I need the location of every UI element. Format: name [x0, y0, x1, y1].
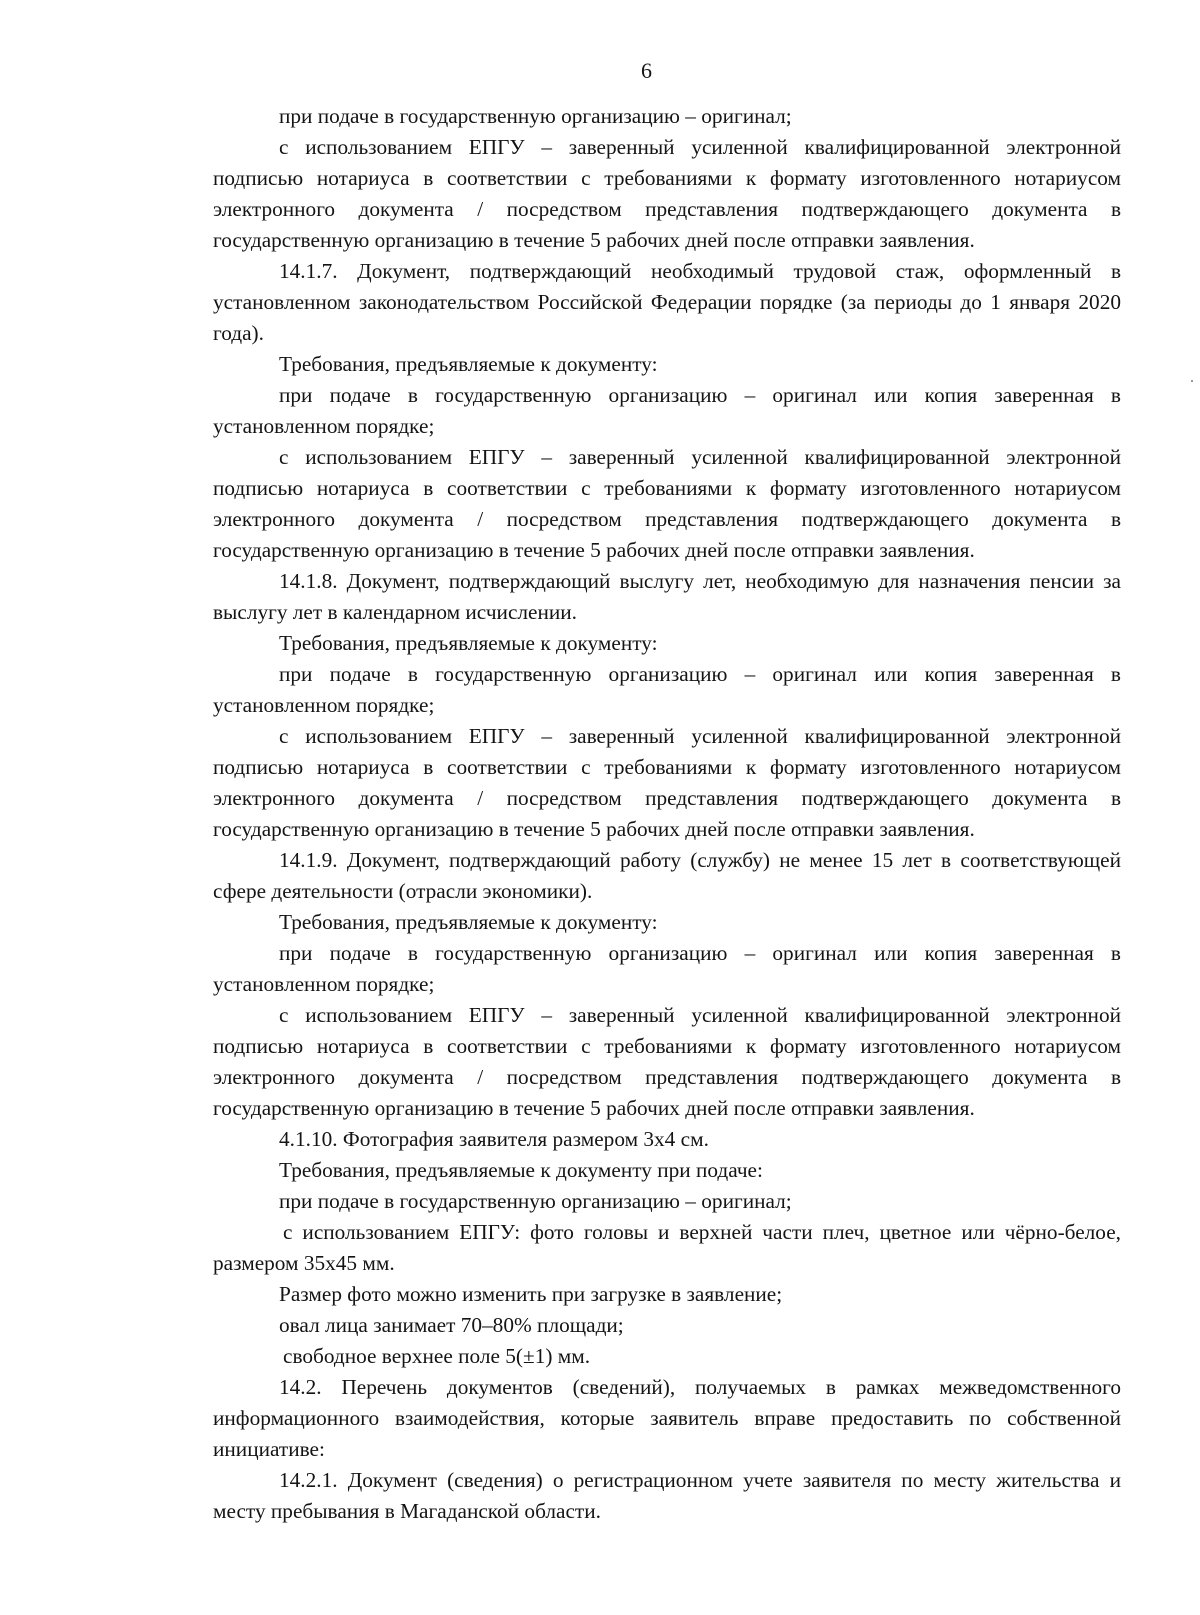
- paragraph-epgu-requirements: с использованием ЕПГУ – заверенный усиленной квалифицированной электронной подписью нотариуса в соответствии с требованиями к формату изготовленного нотариусом электронного документа / посредством представления подтверждающего документа в государственную организацию в течение 5 рабочих дней после отправки заявления.: [213, 445, 1121, 562]
- paragraph-14-1-8: 14.1.8. Документ, подтверждающий выслугу лет, необходимую для назначения пенсии за выслугу лет в календарном исчислении.: [213, 569, 1121, 624]
- paragraph-photo-requirements-heading: Требования, предъявляемые к документу при подаче:: [279, 1158, 763, 1182]
- page-number: 6: [641, 58, 652, 83]
- paragraph-photo-submission-original: при подаче в государственную организацию – оригинал;: [279, 1189, 792, 1213]
- paragraph-14-1-7: 14.1.7. Документ, подтверждающий необходимый трудовой стаж, оформленный в установленном законодательством Российской Федерации порядке (за периоды до 1 января 2020 года).: [213, 259, 1121, 345]
- paragraph-photo-epgu: с использованием ЕПГУ: фото головы и верхней части плеч, цветное или чёрно-белое, размером 35х45 мм.: [213, 1220, 1121, 1275]
- paragraph-photo-face-oval: овал лица занимает 70–80% площади;: [279, 1313, 624, 1337]
- scan-speck: [1191, 380, 1193, 382]
- paragraph-submission-original-or-copy: при подаче в государственную организацию – оригинал или копия заверенная в установленном порядке;: [213, 662, 1121, 717]
- paragraph-photo-resize: Размер фото можно изменить при загрузке в заявление;: [279, 1282, 783, 1306]
- paragraph-requirements-heading: Требования, предъявляемые к документу:: [279, 631, 658, 655]
- document-body: [213, 101, 1121, 1527]
- paragraph-14-1-9: 14.1.9. Документ, подтверждающий работу (службу) не менее 15 лет в соответствующей сфере деятельности (отрасли экономики).: [213, 848, 1121, 903]
- paragraph-epgu-requirements: с использованием ЕПГУ – заверенный усиленной квалифицированной электронной подписью нотариуса в соответствии с требованиями к формату изготовленного нотариусом электронного документа / посредством представления подтверждающего документа в государственную организацию в течение 5 рабочих дней после отправки заявления.: [213, 1003, 1121, 1120]
- paragraph-14-2-1: 14.2.1. Документ (сведения) о регистрационном учете заявителя по месту жительства и месту пребывания в Магаданской области.: [213, 1468, 1121, 1523]
- paragraph-epgu-requirements: с использованием ЕПГУ – заверенный усиленной квалифицированной электронной подписью нотариуса в соответствии с требованиями к формату изготовленного нотариусом электронного документа / посредством представления подтверждающего документа в государственную организацию в течение 5 рабочих дней после отправки заявления.: [213, 135, 1121, 252]
- paragraph-requirements-heading: Требования, предъявляемые к документу:: [279, 352, 658, 376]
- paragraph-submission-original-or-copy: при подаче в государственную организацию – оригинал или копия заверенная в установленном порядке;: [213, 941, 1121, 996]
- paragraph-14-2: 14.2. Перечень документов (сведений), получаемых в рамках межведомственного информационного взаимодействия, которые заявитель вправе предоставить по собственной инициативе:: [213, 1375, 1121, 1461]
- paragraph-photo-top-margin: свободное верхнее поле 5(±1) мм.: [283, 1344, 591, 1368]
- paragraph-epgu-requirements: с использованием ЕПГУ – заверенный усиленной квалифицированной электронной подписью нотариуса в соответствии с требованиями к формату изготовленного нотариусом электронного документа / посредством представления подтверждающего документа в государственную организацию в течение 5 рабочих дней после отправки заявления.: [213, 724, 1121, 841]
- paragraph-submission-original: при подаче в государственную организацию – оригинал;: [279, 104, 792, 128]
- paragraph-requirements-heading: Требования, предъявляемые к документу:: [279, 910, 658, 934]
- paragraph-4-1-10-photo: 4.1.10. Фотография заявителя размером 3х4 см.: [279, 1127, 709, 1151]
- paragraph-submission-original-or-copy: при подаче в государственную организацию – оригинал или копия заверенная в установленном порядке;: [213, 383, 1121, 438]
